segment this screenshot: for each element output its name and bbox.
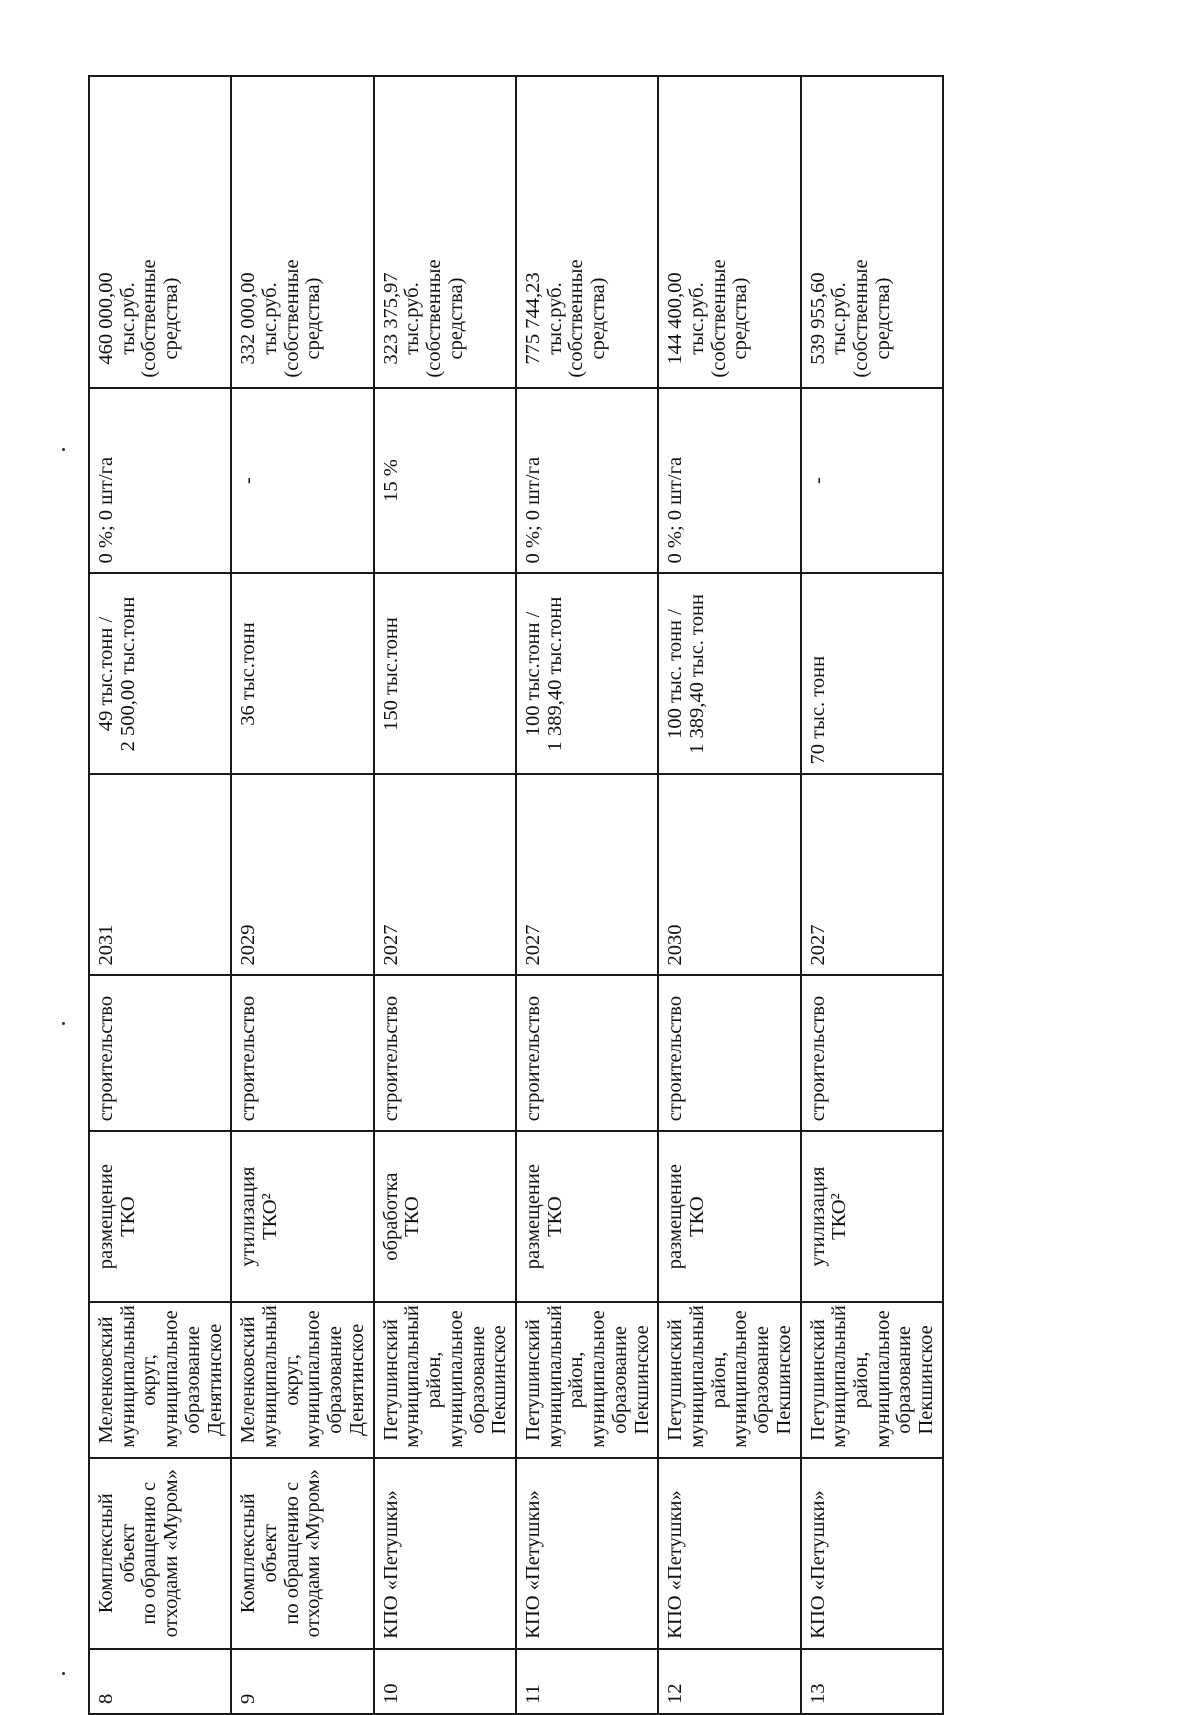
waste-facilities-table: [88, 75, 944, 1715]
financing-text: 539 955,60 тыс.руб. (собственные средства): [806, 259, 894, 378]
cell-object-name: КПО «Петушки»: [374, 1458, 516, 1649]
cell-number: 9: [231, 1649, 373, 1714]
financing-text: 460 000,00 тыс.руб. (собственные средства): [95, 259, 183, 378]
table-row: [231, 76, 373, 1714]
cell-activity: [231, 1131, 373, 1302]
cell-number: 11: [516, 1649, 658, 1714]
cell-year: 2030: [658, 774, 800, 975]
cell-percent: -: [801, 388, 943, 574]
cell-capacity: 49 тыс.тонн / 2 500,00 тыс.тонн: [89, 574, 231, 775]
cell-location: Петушинский муниципальный район, муниципальное образование Пекшинское: [374, 1302, 516, 1458]
cell-object-name: КПО «Петушки»: [658, 1458, 800, 1649]
cell-location: Меленковский муниципальный округ, муниципальное образование Денятинское: [89, 1302, 231, 1458]
cell-year: 2027: [516, 774, 658, 975]
table-row: [658, 76, 800, 1714]
cell-percent: 15 %: [374, 388, 516, 574]
cell-financing: [374, 76, 516, 388]
cell-financing: [231, 76, 373, 388]
rotated-table-wrapper: [88, 75, 1018, 1715]
cell-year: 2027: [801, 774, 943, 975]
cell-capacity: 150 тыс.тонн: [374, 574, 516, 775]
cell-year: 2029: [231, 774, 373, 975]
cell-work-type: строительство: [89, 975, 231, 1131]
cell-number: 8: [89, 1649, 231, 1714]
cell-number: 10: [374, 1649, 516, 1714]
cell-financing: [658, 76, 800, 388]
cell-location: Петушинский муниципальный район, муниципальное образование Пекшинское: [658, 1302, 800, 1458]
scan-speck: [62, 448, 65, 451]
cell-number: 13: [801, 1649, 943, 1714]
cell-activity: [658, 1131, 800, 1302]
cell-percent: -: [231, 388, 373, 574]
activity-text: утилизация ТКО²: [237, 1166, 282, 1267]
cell-object-name: КПО «Петушки»: [801, 1458, 943, 1649]
scan-speck: [62, 1672, 65, 1675]
activity-text: размещение ТКО: [521, 1164, 566, 1270]
cell-activity: [89, 1131, 231, 1302]
table-row: [801, 76, 943, 1714]
cell-financing: [89, 76, 231, 388]
cell-financing: [801, 76, 943, 388]
cell-work-type: строительство: [801, 975, 943, 1131]
financing-text: 775 744,23 тыс.руб. (собственные средства): [521, 259, 610, 378]
cell-location: Петушинский муниципальный район, муниципальное образование Пекшинское: [801, 1302, 943, 1458]
cell-object-name: Комплексный объект по обращению с отходами «Муром»: [231, 1458, 373, 1649]
activity-text: размещение ТКО: [95, 1164, 139, 1270]
cell-activity: [801, 1131, 943, 1302]
cell-activity: [374, 1131, 516, 1302]
cell-financing: [516, 76, 658, 388]
cell-year: 2027: [374, 774, 516, 975]
cell-object-name: Комплексный объект по обращению с отходами «Муром»: [89, 1458, 231, 1649]
cell-capacity: 100 тыс.тонн / 1 389,40 тыс.тонн: [516, 574, 658, 775]
activity-text: обработка ТКО: [379, 1172, 424, 1261]
cell-activity: [516, 1131, 658, 1302]
cell-object-name: КПО «Петушки»: [516, 1458, 658, 1649]
cell-location: Петушинский муниципальный район, муниципальное образование Пекшинское: [516, 1302, 658, 1458]
cell-capacity: 36 тыс.тонн: [231, 574, 373, 775]
scan-speck: [62, 1022, 65, 1025]
cell-number: 12: [658, 1649, 800, 1714]
financing-text: 323 375,97 тыс.руб. (собственные средства): [379, 259, 467, 378]
cell-work-type: строительство: [231, 975, 373, 1131]
cell-work-type: строительство: [374, 975, 516, 1131]
table-row: [374, 76, 516, 1714]
cell-percent: 0 %; 0 шт/га: [516, 388, 658, 574]
cell-percent: 0 %; 0 шт/га: [658, 388, 800, 574]
cell-percent: 0 %; 0 шт/га: [89, 388, 231, 574]
activity-text: утилизация ТКО²: [806, 1166, 851, 1267]
activity-text: размещение ТКО: [664, 1164, 708, 1270]
financing-text: 332 000,00 тыс.руб. (собственные средства): [237, 259, 325, 378]
cell-location: Меленковский муниципальный округ, муниципальное образование Денятинское: [231, 1302, 373, 1458]
financing-text: 144 400,00 тыс.руб. (собственные средства): [664, 259, 752, 378]
table-row: [516, 76, 658, 1714]
cell-work-type: строительство: [658, 975, 800, 1131]
cell-year: 2031: [89, 774, 231, 975]
cell-capacity: 70 тыс. тонн: [801, 574, 943, 775]
cell-capacity: 100 тыс. тонн / 1 389,40 тыс. тонн: [658, 574, 800, 775]
table-row: [89, 76, 231, 1714]
cell-work-type: строительство: [516, 975, 658, 1131]
